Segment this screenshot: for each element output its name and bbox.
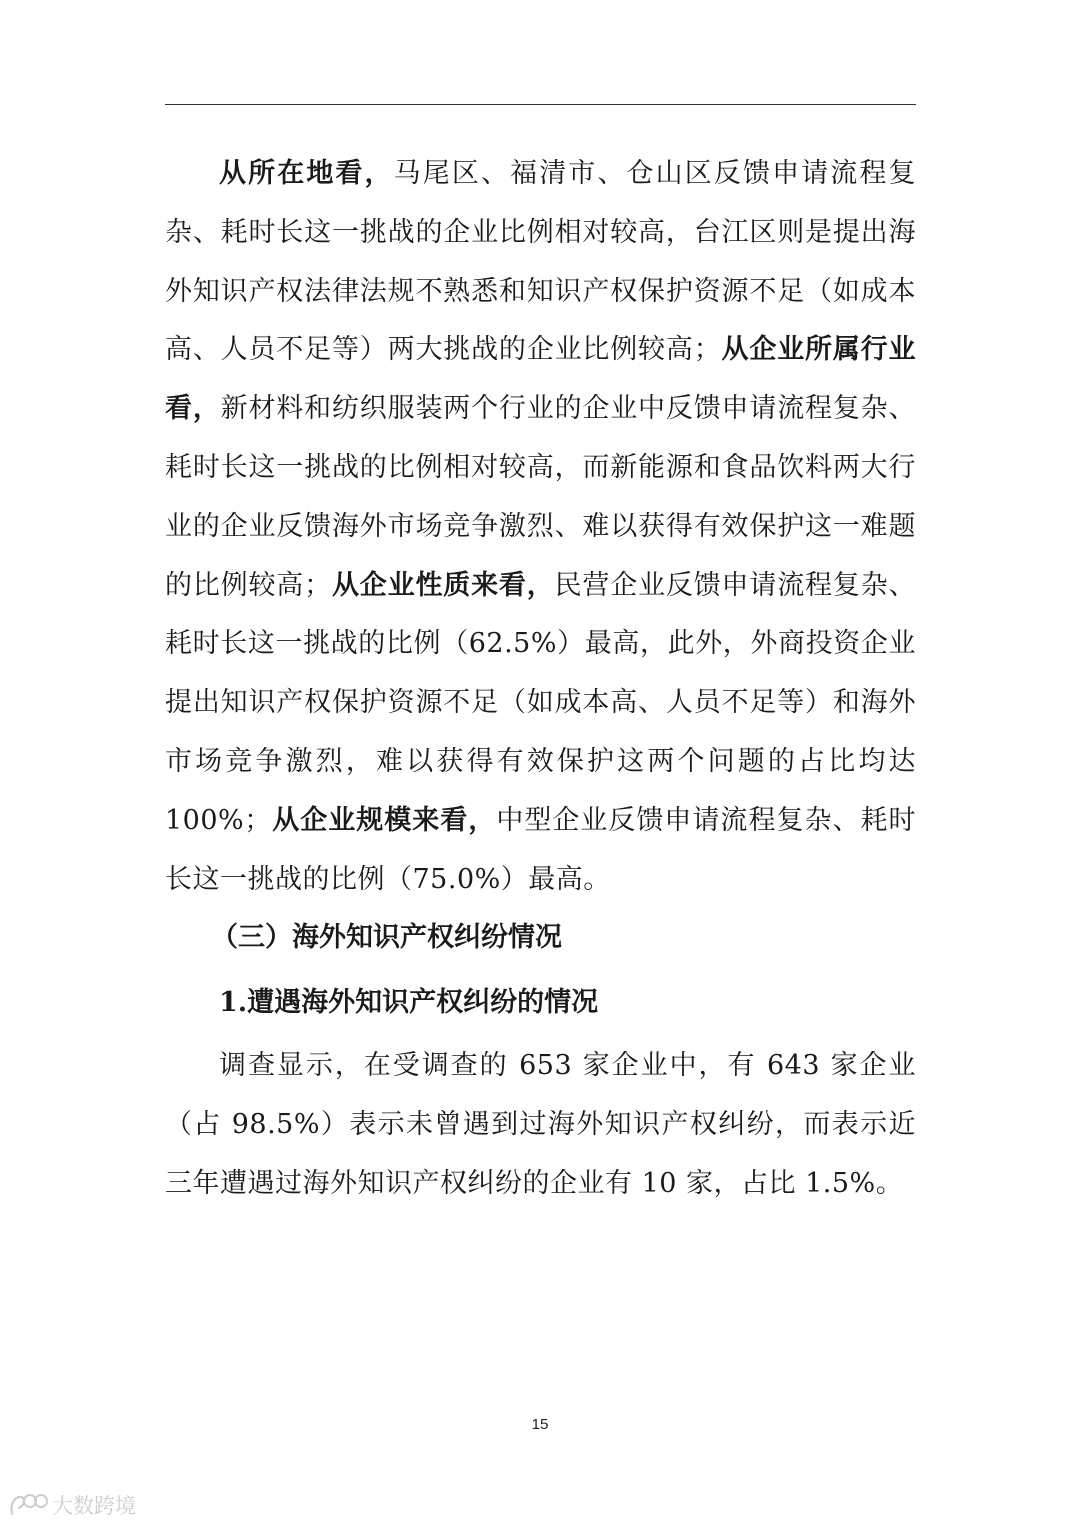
paragraph-dispute-survey: 调查显示，在受调查的 653 家企业中，有 643 家企业（占 98.5%）表示未曾遇到过海外知识产权纠纷，而表示近三年遭遇过海外知识产权纠纷的企业有 10 家，占比 1.5%。 — [165, 1049, 916, 1199]
page-number: 15 — [531, 1416, 549, 1433]
lead-phrase-industry: 从企业所属行业看， — [165, 334, 917, 425]
subsection-heading: 1.遭遇海外知识产权纠纷的情况 — [219, 987, 599, 1019]
section-heading: （三）海外知识产权纠纷情况 — [211, 922, 562, 954]
lead-phrase-ownership: 从企业性质来看， — [331, 569, 555, 601]
sentence-industry: 新材料和纺织服装两个行业的企业中反馈申请流程复杂、耗时长这一挑战的比例相对较高，而新能源和食品饮料两大行业的企业反馈海外市场竞争激烈、难以获得有效保护这一难题的比例较高； — [165, 393, 917, 601]
lead-phrase-size: 从企业规模来看， — [271, 804, 497, 836]
watermark — [8, 1490, 136, 1520]
sentence-location: 马尾区、福清市、仓山区反馈申请流程复杂、耗时长这一挑战的企业比例相对较高，台江区则是提出海外知识产权法律法规不熟悉和知识产权保护资源不足（如成本高、人员不足等）两大挑战的企业比例较高； — [165, 158, 917, 366]
sentence-ownership: 民营企业反馈申请流程复杂、耗时长这一挑战的比例（62.5%）最高，此外，外商投资企业提出知识产权保护资源不足（如成本高、人员不足等）和海外市场竞争激烈，难以获得有效保护这两个问题的占比均达 100%； — [165, 569, 917, 836]
sentence-size: 中型企业反馈申请流程复杂、耗时长这一挑战的比例（75.0%）最高。 — [165, 804, 917, 895]
lead-phrase-location: 从所在地看， — [219, 158, 394, 189]
logo-mark-icon — [8, 1492, 48, 1518]
paragraph-regional-analysis — [165, 145, 916, 909]
watermark-text: 大数跨境 — [52, 1494, 136, 1518]
header-rule — [165, 104, 916, 105]
document-body — [165, 145, 916, 1213]
